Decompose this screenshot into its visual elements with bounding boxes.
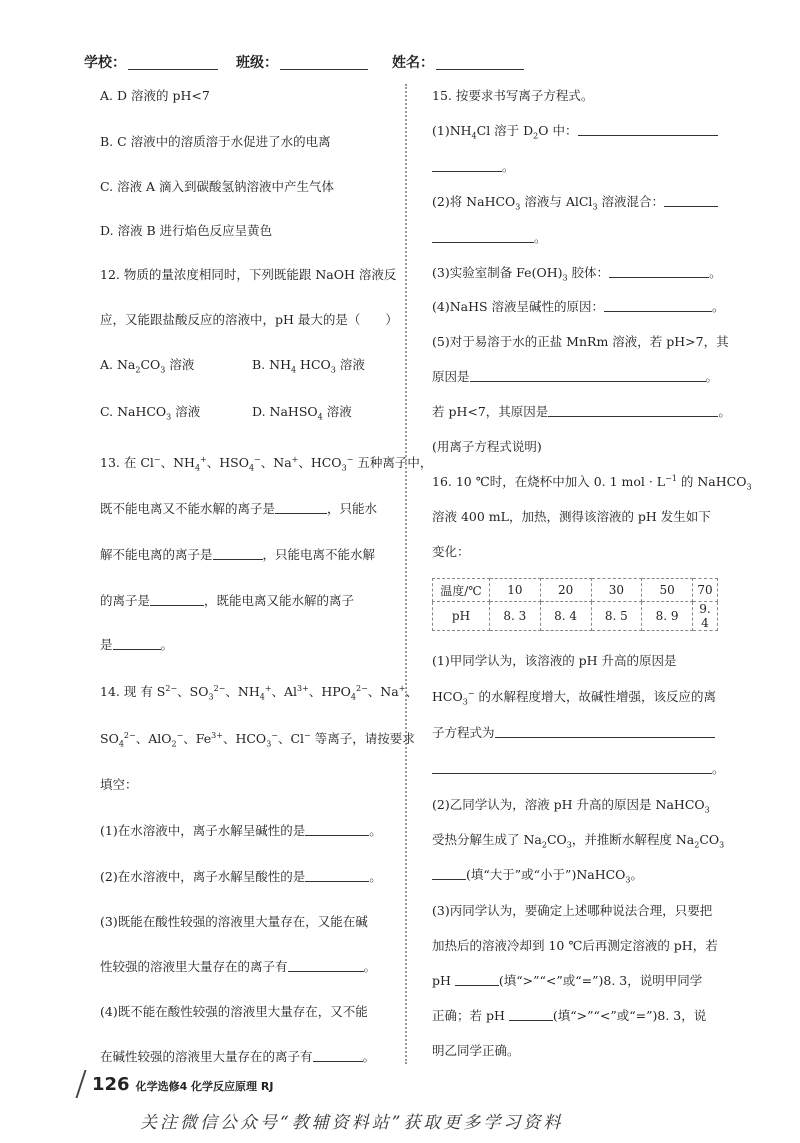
q14-blank-2[interactable] xyxy=(305,869,369,882)
table-cell: 温度/℃ xyxy=(433,579,490,602)
q13-blank-2[interactable] xyxy=(213,547,263,560)
q14-part4-line2: 在碱性较强的溶液里大量存在的离子有 。 xyxy=(100,1049,376,1064)
q12-option-c: C. NaHCO$_3$ 溶液 xyxy=(100,404,201,422)
q15-blank-4[interactable] xyxy=(604,299,712,312)
table-cell: 8. 3 xyxy=(490,602,541,631)
q16-sub1-line4: 。 xyxy=(432,760,725,778)
q13-blank-4[interactable] xyxy=(113,637,161,650)
q16-sub2-line3: (填“大于”或“小于”)NaHCO$_3$。 xyxy=(432,866,643,884)
name-field[interactable] xyxy=(392,52,524,72)
table-row xyxy=(433,579,718,602)
promo-banner: 关注微信公众号“教辅资料站”获取更多学习资料 xyxy=(140,1113,564,1133)
page-footer xyxy=(92,1074,273,1095)
q15-blank-5a[interactable] xyxy=(470,369,706,382)
q14-part1: (1)在水溶液中，离子水解呈碱性的是 。 xyxy=(100,823,382,838)
table-cell: 8. 4 xyxy=(540,602,591,631)
q16-blank-3a[interactable] xyxy=(455,973,499,986)
q15-blank-1a[interactable] xyxy=(578,123,718,136)
q15-blank-1b[interactable] xyxy=(432,159,502,172)
q11-option-c: C. 溶液 A 滴入到碳酸氢钠溶液中产生气体 xyxy=(100,179,335,194)
q13-stem-line1: 13. 在 Cl−、$NH_4^+$、$HSO_4^-$、Na+、$HCO_3^-$ 五种离子中， xyxy=(100,454,433,473)
q14-blank-4[interactable] xyxy=(313,1049,363,1062)
table-cell: pH xyxy=(433,602,490,631)
q16-sub2-line1: (2)乙同学认为，溶液 pH 升高的原因是 NaHCO$_3$ xyxy=(432,797,710,815)
book-title: 化学选修4 化学反应原理 RJ xyxy=(135,1080,274,1093)
q15-part5-line2: 原因是 。 xyxy=(432,369,719,384)
footer-slash xyxy=(75,1070,86,1098)
q12-stem-line2: 应，又能跟盐酸反应的溶液中，pH 最大的是（ ） xyxy=(100,312,398,327)
q13-line2: 既不能电离又不能水解的离子是 ，只能水 xyxy=(100,501,378,516)
table-cell: 70 xyxy=(693,579,718,602)
q14-stem-line2: $SO_4^{2-}$、AlO$_2$−、$Fe^{3+}$、$HCO_3^-$、Cl− 等离子，请按要求 xyxy=(100,730,415,749)
name-blank[interactable] xyxy=(436,55,524,70)
temperature-ph-table xyxy=(432,578,718,631)
q16-blank-3b[interactable] xyxy=(509,1008,553,1021)
column-divider xyxy=(405,84,407,1064)
q15-part5-line1: (5)对于易溶于水的正盐 MnRm 溶液，若 pH>7，其 xyxy=(432,334,729,349)
q13-blank-1[interactable] xyxy=(275,501,327,514)
q15-blank-2a[interactable] xyxy=(664,194,718,207)
table-cell: 8. 9 xyxy=(642,602,693,631)
q13-line5: 是 。 xyxy=(100,637,174,652)
table-cell: 10 xyxy=(490,579,541,602)
q16-sub3-line2: 加热后的溶液冷却到 10 ℃后再测定溶液的 pH，若 xyxy=(432,938,718,953)
q15-part2-cont: 。 xyxy=(432,229,547,247)
table-cell: 8. 5 xyxy=(591,602,642,631)
q12-option-a: A. $Na_2CO_3$ 溶液 xyxy=(100,357,195,375)
table-cell: 20 xyxy=(540,579,591,602)
q15-part5-line3: 若 pH<7，其原因是 。 xyxy=(432,404,731,419)
q13-line4: 的离子是 ，既能电离又能水解的离子 xyxy=(100,593,355,608)
q14-blank-1[interactable] xyxy=(305,823,369,836)
q16-sub2-line2: 受热分解生成了 $Na_2CO_3$，并推断水解程度 $Na_2CO_3$ xyxy=(432,832,725,850)
q16-sub3-line4: 正确；若 pH (填“>”“<”或“=”)8. 3，说 xyxy=(432,1008,707,1023)
table-cell: 9. 4 xyxy=(693,602,718,631)
q15-part1: $(1)NH_4Cl$ 溶于 $D_2O$ 中： xyxy=(432,122,718,140)
q16-blank-2[interactable] xyxy=(432,867,466,880)
q13-blank-3[interactable] xyxy=(150,593,204,606)
class-field[interactable] xyxy=(236,52,368,72)
q15-blank-5b[interactable] xyxy=(548,404,718,417)
q14-part3-line2: 性较强的溶液里大量存在的离子有 。 xyxy=(100,959,377,974)
q16-stem-line3: 变化： xyxy=(432,544,470,559)
table-cell: 30 xyxy=(591,579,642,602)
q14-part2: (2)在水溶液中，离子水解呈酸性的是 。 xyxy=(100,869,382,884)
table-row xyxy=(433,602,718,631)
q16-sub3-line5: 明乙同学正确。 xyxy=(432,1043,520,1058)
q15-stem: 15. 按要求书写离子方程式。 xyxy=(432,88,594,103)
q16-blank-1a[interactable] xyxy=(495,725,715,738)
class-label: 班级： xyxy=(236,55,278,71)
page-number: 126 xyxy=(92,1074,130,1095)
q16-sub3-line3: pH (填“>”“<”或“=”)8. 3，说明甲同学 xyxy=(432,973,703,988)
q14-blank-3[interactable] xyxy=(288,959,364,972)
school-label: 学校： xyxy=(84,55,126,71)
q16-sub1-line1: (1)甲同学认为，该溶液的 pH 升高的原因是 xyxy=(432,653,677,668)
q12-stem-line1: 12. 物质的量浓度相同时，下列既能跟 NaOH 溶液反 xyxy=(100,267,397,282)
q12-option-d: D. NaHSO$_4$ 溶液 xyxy=(252,404,352,422)
q15-part2: (2)将 NaHCO$_3$ 溶液与 AlCl$_3$ 溶液混合： xyxy=(432,193,718,211)
name-label: 姓名： xyxy=(392,55,434,71)
school-blank[interactable] xyxy=(128,55,218,70)
q13-line3: 解不能电离的离子是 ，只能电离不能水解 xyxy=(100,547,376,562)
q15-part4: (4)NaHS 溶液呈碱性的原因： 。 xyxy=(432,299,725,314)
q15-part1-cont: 。 xyxy=(432,158,515,176)
q16-blank-1b[interactable] xyxy=(432,761,712,774)
table-cell: 50 xyxy=(642,579,693,602)
q14-stem-line3: 填空： xyxy=(100,777,138,792)
q14-part3-line1: (3)既能在酸性较强的溶液里大量存在，又能在碱 xyxy=(100,914,368,929)
class-blank[interactable] xyxy=(280,55,368,70)
q16-sub3-line1: (3)丙同学认为，要确定上述哪种说法合理，只要把 xyxy=(432,903,713,918)
q16-stem-line2: 溶液 400 mL，加热，测得该溶液的 pH 发生如下 xyxy=(432,509,711,524)
q15-part3: (3)实验室制备 $Fe(OH)_3$ 胶体： 。 xyxy=(432,265,722,283)
q16-sub1-line3: 子方程式为 xyxy=(432,724,715,742)
q14-part4-line1: (4)既不能在酸性较强的溶液里大量存在，又不能 xyxy=(100,1004,368,1019)
q15-blank-2b[interactable] xyxy=(432,230,534,243)
q14-stem-line1: 14. 现 有 $S^{2-}$、$SO_3^{2-}$、$NH_4^+$、$Al^{3+}$、$HPO_4^{2-}$、Na+、 xyxy=(100,683,418,702)
q11-option-d: D. 溶液 B 进行焰色反应呈黄色 xyxy=(100,223,273,238)
q16-stem-line1: 16. 10 ℃时，在烧杯中加入 0. 1 mol · $L^{-1}$ 的 NaHCO$_3$ xyxy=(432,473,752,492)
q11-option-a: A. D 溶液的 pH<7 xyxy=(100,88,210,103)
student-info-header xyxy=(84,52,724,74)
q15-part5-note: (用离子方程式说明) xyxy=(432,439,542,454)
q16-sub1-line2: $HCO_3^-$ 的水解程度增大，故碱性增强，该反应的离 xyxy=(432,688,716,707)
school-field[interactable] xyxy=(84,52,218,72)
q12-option-b: B. $NH_4$ $HCO_3$ 溶液 xyxy=(252,357,365,375)
q15-blank-3[interactable] xyxy=(609,265,709,278)
q11-option-b: B. C 溶液中的溶质溶于水促进了水的电离 xyxy=(100,134,331,149)
